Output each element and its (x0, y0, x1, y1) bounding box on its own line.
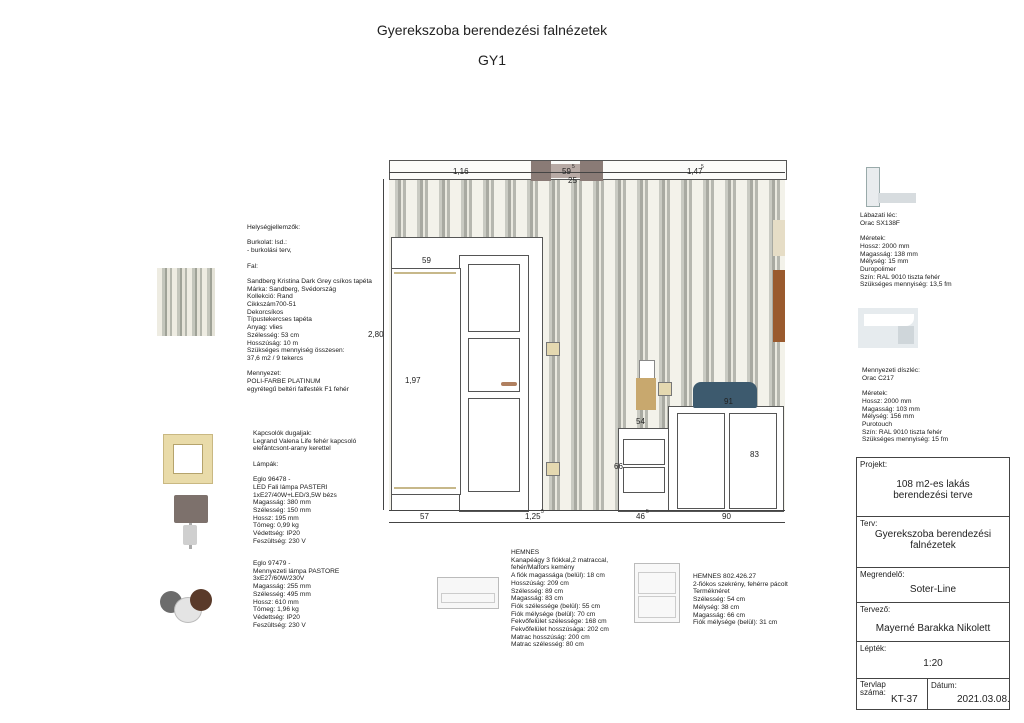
wall-elevation (383, 160, 791, 530)
dim-top-right: 1,47 (687, 167, 703, 176)
door-handle (501, 382, 517, 386)
cornice-spec-text: Mennyezeti díszléc: Orac C217 Méretek: Hossz: 2000 mm Magasság: 103 mm Mélység: 156 mm Purotouch Szín: RAL 9010 tiszta fehér Szükséges mennyiség: 15 fm (862, 367, 949, 444)
sheet-label: Tervlap száma: (860, 680, 886, 697)
light-switch (546, 342, 560, 356)
wall-decor-top (773, 220, 785, 256)
daybed (668, 406, 784, 512)
wall-decor-wood (773, 270, 785, 342)
nightstand (618, 428, 670, 512)
title-block-sheet (856, 678, 1010, 710)
dim-top-right-sup: 5 (701, 164, 704, 170)
cornice-image (858, 308, 918, 348)
floor-line (389, 510, 785, 511)
wallpaper-swatch (157, 268, 215, 336)
ceiling-lamp-spec-text: Eglo 97479 - Mennyezeti lámpa PASTORE 3xE27/60W/230V Magasság: 255 mm Szélesség: 495 mm Hossz: 610 mm Tömeg: 1,96 kg Védettség: IP20 Feszültség: 230 V (253, 560, 340, 629)
plan-value: Gyerekszoba berendezési falnézetek (874, 529, 992, 551)
page-title: Gyerekszoba berendezési falnézetek (376, 22, 608, 38)
scale-value: 1:20 (923, 658, 943, 669)
skirting-spec-text: Lábazati léc: Orac SX138F Méretek: Hossz: 2000 mm Magasság: 138 mm Mélység: 15 mm Duropolimer Szín: RAL 9010 tiszta fehér Szükséges mennyiség: 13,5 fm (860, 212, 952, 289)
wardrobe (391, 268, 461, 495)
dim-total-height: 2,80 (368, 330, 384, 339)
daybed-spec-text: HEMNES Kanapéágy 3 fiókkal,2 matraccal, fehér/Malfors kemény A fiók magassága (belül): 18 cm Hosszúság: 209 cm Szélesség: 89 cm Magasság: 83 cm Fiók szélessége (belül): 55 cm Fiók mélysége (belül): 70 cm Fekvőfelület szélessége: 168 cm Fekvőfelület hosszúsága: 202 cm Matrac hosszúság: 200 cm Matrac szélesség: 80 cm (511, 549, 609, 649)
date-value: 2021.03.08. (957, 694, 1010, 705)
wall-socket (546, 462, 560, 476)
title-block-client (856, 567, 1010, 603)
chest-image (634, 563, 680, 623)
switch-lamp-spec-text: Kapcsolók dugaljak: Legrand Valena Life fehér kapcsoló elefántcsont-arany kerettel Lámpák: Eglo 96478 - LED Fali lámpa PASTERI 1xE27/40W+LED/3,5W bézs Magasság: 380 mm Szélesség: 150 mm Hossz: 195 mm Tömeg: 0,99 kg Védettség: IP20 Feszültség: 230 V (253, 430, 357, 545)
sheet-code: GY1 (477, 52, 506, 68)
title-block-plan (856, 516, 1010, 568)
wall-lamp (639, 360, 655, 380)
dim-bottom-4: 90 (722, 512, 731, 521)
daybed-image (437, 573, 497, 607)
chest-spec-text: HEMNES 802.426.27 2-fiókos szekrény, fehérre pácolt Terméknéret Szélesség: 54 cm Mélység: 38 cm Magasság: 66 cm Fiók mélysége (belül): 31 cm (693, 573, 788, 627)
wall-socket-bed (658, 382, 672, 396)
dim-bottom-2: 1,25 (525, 512, 541, 521)
dim-top-vertical: 25 (568, 176, 577, 185)
title-block-designer (856, 602, 1010, 642)
sheet-value: KT-37 (891, 694, 918, 705)
height-dimension-line (383, 179, 384, 510)
switch-frame-image (163, 434, 213, 484)
sheet-divider (927, 679, 928, 709)
client-label: Megrendelő: (860, 570, 905, 579)
date-label: Dátum: (931, 681, 957, 690)
dim-top-mid: 59 (562, 167, 571, 176)
dim-wardrobe-height: 1,97 (405, 376, 421, 385)
wall-shelf-left (531, 161, 551, 181)
scale-label: Lépték: (860, 644, 887, 653)
wall-shelf-right (580, 161, 603, 181)
dim-wardrobe-width: 59 (422, 256, 431, 265)
title-block-project (856, 457, 1010, 517)
dim-top-left: 1,16 (453, 167, 469, 176)
dim-bed-height: 83 (750, 450, 759, 459)
designer-value: Mayerné Barakka Nikolett (875, 623, 991, 634)
room-spec-text: Helységjellemzők: Burkolat: lsd.: - burkolási terv, Fal: Sandberg Kristina Dark Grey csíkos tapéta Márka: Sandberg, Svédország Kollekció: Rand Cikkszám700-51 Dekorcsíkos Típustekercses tapéta Anyag: vlies Szélesség: 53 cm Hosszúság: 10 m Szükséges mennyiség összesen: 37,6 m2 / 9 tekercs Mennyezet: POLI-FARBE PLATINUM egyrétegű beltéri falfesték F1 fehér (247, 224, 372, 393)
plan-label: Terv: (860, 519, 878, 528)
door-leaf (459, 255, 529, 512)
skirting-image (858, 163, 918, 207)
project-label: Projekt: (860, 460, 888, 469)
project-value: 108 m2-es lakás berendezési terve (893, 479, 973, 501)
dim-top-mid-sup: 5 (572, 164, 575, 170)
wall-lamp-base (636, 378, 656, 410)
dim-bottom-3-sup: 5 (646, 509, 649, 515)
designer-label: Tervező: (860, 605, 891, 614)
dim-nightstand-height: 66 (614, 462, 623, 471)
dim-bottom-1: 57 (420, 512, 429, 521)
top-dimension-line (389, 172, 785, 173)
dim-bed-width: 91 (724, 397, 733, 406)
wall-lamp-image (172, 495, 212, 555)
dim-bottom-3: 46 (636, 512, 645, 521)
dim-nightstand-width: 54 (636, 417, 645, 426)
bottom-dimension-line (389, 522, 785, 523)
title-block-scale (856, 641, 1010, 679)
client-value: Soter-Line (909, 584, 957, 595)
ceiling-lamp-image (160, 585, 215, 623)
dim-bottom-2-sup: 5 (541, 509, 544, 515)
